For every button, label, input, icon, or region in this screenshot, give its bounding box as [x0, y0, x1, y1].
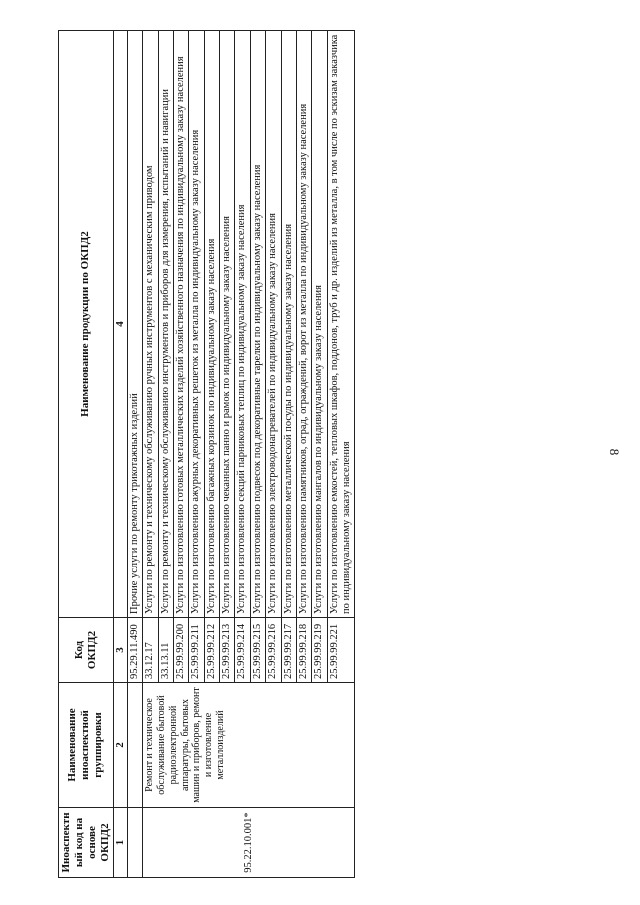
inoaspect-code-cell: 95.22.10.001* [143, 808, 355, 878]
okpd2-code-cell: 25.99.99.217 [281, 618, 296, 683]
table-row [127, 31, 142, 878]
product-name-cell: Услуги по изготовлению чеканных панно и рамок по индивидуальному заказу населения [220, 31, 235, 618]
document-table-sheet [58, 30, 526, 878]
header-group-name: Наименование иноаспектной группировки [59, 683, 114, 808]
okpd2-code-cell: 25.99.99.219 [312, 618, 327, 683]
product-name-cell: Услуги по изготовлению готовых металлических изделий хозяйственного назначения по индивидуальному заказу населения [173, 31, 188, 618]
okpd2-code-cell: 25.99.99.218 [296, 618, 311, 683]
header-okpd2-code: Код ОКПД2 [59, 618, 114, 683]
product-name-cell: Услуги по изготовлению секций парниковых теплиц по индивидуальному заказу населения [235, 31, 250, 618]
okpd2-code-cell: 33.13.11 [158, 618, 173, 683]
okpd2-code-cell: 25.99.99.221 [327, 618, 355, 683]
product-name-cell: Услуги по изготовлению багажных корзинок по индивидуальному заказу населения [204, 31, 219, 618]
product-name-cell: Прочие услуги по ремонту трикотажных изделий [127, 31, 142, 618]
column-number-row [113, 31, 127, 878]
column-number: 1 [113, 808, 127, 878]
product-name-cell: Услуги по изготовлению памятников, оград, ограждений, ворот из металла по индивидуальному заказу населения [296, 31, 311, 618]
product-name-cell: Услуги по изготовлению мангалов по индивидуальному заказу населения [312, 31, 327, 618]
column-number: 2 [113, 683, 127, 808]
okpd2-code-cell: 25.99.99.200 [173, 618, 188, 683]
product-name-cell: Услуги по изготовлению металлической посуды по индивидуальному заказу населения [281, 31, 296, 618]
okpd2-table [58, 30, 355, 878]
empty-cell [127, 808, 142, 878]
group-name-cell: Ремонт и техническое обслуживание бытовой радиоэлектронной аппаратуры, бытовых машин и приборов, ремонт и изготовление металлоизделий [143, 683, 355, 808]
table-row [143, 31, 158, 878]
okpd2-code-cell: 25.99.99.216 [266, 618, 281, 683]
okpd2-code-cell: 25.99.99.215 [250, 618, 265, 683]
product-name-cell: Услуги по изготовлению электроводонагревателей по индивидуальному заказу населения [266, 31, 281, 618]
header-product-name: Наименование продукции по ОКПД2 [59, 31, 114, 618]
product-name-cell: Услуги по изготовлению ажурных декоративных решеток из металла по индивидуальному заказу населения [189, 31, 204, 618]
okpd2-code-cell: 95.29.11.490 [127, 618, 142, 683]
product-name-cell: Услуги по ремонту и техническому обслуживанию инструментов и приборов для измерения, испытаний и навигации [158, 31, 173, 618]
page-number: 8 [607, 448, 622, 456]
product-name-cell: Услуги по ремонту и техническому обслуживанию ручных инструментов с механическим приводом [143, 31, 158, 618]
column-number: 4 [113, 31, 127, 618]
empty-cell [127, 683, 142, 808]
product-name-cell: Услуги по изготовлению подвесок под декоративные тарелки по индивидуальному заказу населения [250, 31, 265, 618]
column-number: 3 [113, 618, 127, 683]
okpd2-code-cell: 25.99.99.211 [189, 618, 204, 683]
header-inoaspect-code: Иноаспектный код на основе ОКПД2 [59, 808, 114, 878]
header-row [59, 31, 114, 878]
okpd2-code-cell: 33.12.17 [143, 618, 158, 683]
okpd2-code-cell: 25.99.99.213 [220, 618, 235, 683]
okpd2-code-cell: 25.99.99.212 [204, 618, 219, 683]
product-name-cell: Услуги по изготовлению емкостей, тепловых шкафов, поддонов, труб и др. изделий из металла, в том числе по эскизам заказчика по индивидуальному заказу населения [327, 31, 355, 618]
okpd2-code-cell: 25.99.99.214 [235, 618, 250, 683]
